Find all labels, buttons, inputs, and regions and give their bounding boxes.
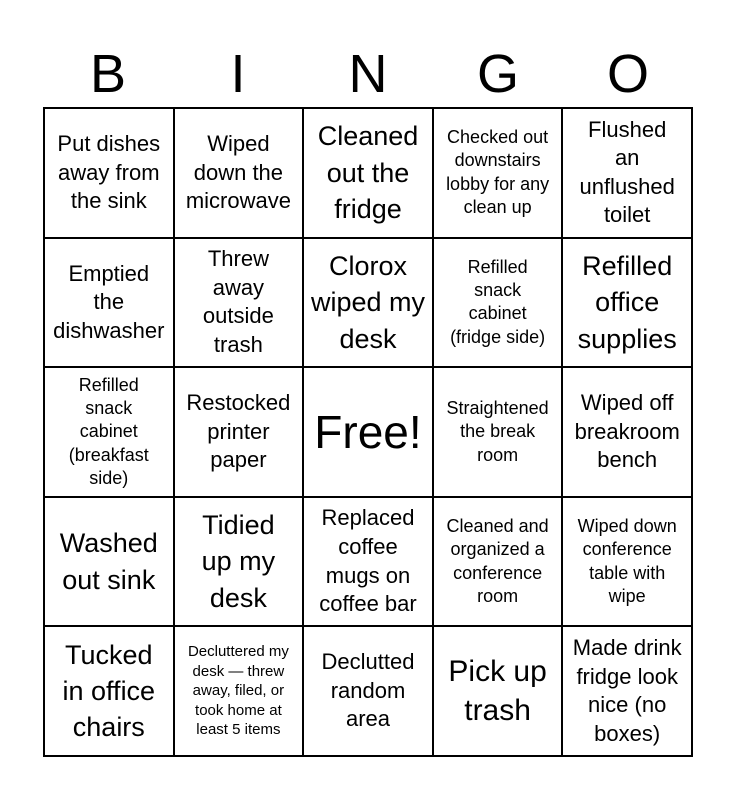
bingo-cell[interactable] — [562, 367, 692, 497]
bingo-cell[interactable] — [433, 108, 563, 238]
cell-text: Restocked printer paper — [186, 390, 291, 473]
cell-text: Cleaned out the fridge — [317, 121, 419, 225]
bingo-board — [43, 107, 693, 757]
bingo-cell[interactable] — [303, 108, 433, 238]
bingo-cell[interactable] — [174, 108, 304, 238]
bingo-cell[interactable] — [174, 497, 304, 627]
cell-text: Refilled office supplies — [577, 250, 677, 354]
cell-text: Replaced coffee mugs on coffee bar — [319, 505, 417, 617]
bingo-cell[interactable] — [562, 497, 692, 627]
cell-text: Tidied up my desk — [201, 509, 276, 613]
cell-text: Wiped down conference table with wipe — [577, 515, 677, 606]
cell-text: Wiped down the microwave — [185, 130, 291, 214]
bingo-cell[interactable] — [562, 108, 692, 238]
bingo-cell[interactable] — [303, 238, 433, 368]
cell-text: Wiped off breakroom bench — [574, 390, 680, 473]
header-letter-n: N — [348, 44, 388, 104]
bingo-cell[interactable] — [44, 108, 174, 238]
bingo-cell[interactable] — [44, 497, 174, 627]
bingo-cell-free[interactable] — [303, 367, 433, 497]
cell-text: Decluttered my desk — threw away, filed, or took home at least 5 items — [187, 643, 289, 739]
cell-text: Made drink fridge look nice (no boxes) — [572, 635, 682, 746]
cell-text: Flushed an unflushed toilet — [579, 116, 675, 228]
header-letter-b: B — [89, 44, 127, 104]
bingo-header — [43, 40, 693, 108]
bingo-cell[interactable] — [433, 626, 563, 756]
cell-text: Washed out sink — [59, 528, 158, 595]
bingo-cell[interactable] — [303, 497, 433, 627]
cell-text: Pick up trash — [448, 655, 547, 728]
cell-text: Put dishes away from the sink — [57, 130, 161, 214]
bingo-cell[interactable] — [44, 367, 174, 497]
bingo-cell[interactable] — [44, 626, 174, 756]
cell-text: Emptied the dishwasher — [53, 260, 165, 343]
header-letter-g: G — [476, 44, 519, 104]
bingo-cell[interactable] — [174, 367, 304, 497]
bingo-cell[interactable] — [303, 626, 433, 756]
bingo-cell[interactable] — [433, 497, 563, 627]
cell-text: Checked out downstairs lobby for any clean up — [446, 127, 550, 218]
bingo-cell[interactable] — [174, 626, 304, 756]
cell-text: Cleaned and organized a conference room — [446, 515, 549, 606]
bingo-cell[interactable] — [44, 238, 174, 368]
cell-text: Free! — [314, 405, 422, 458]
cell-text: Clorox wiped my desk — [310, 250, 426, 354]
cell-text: Refilled snack cabinet (breakfast side) — [68, 374, 149, 489]
bingo-cell[interactable] — [562, 626, 692, 756]
cell-text: Tucked in office chairs — [62, 639, 156, 743]
cell-text: Declutted random area — [321, 649, 415, 732]
header-letter-o: O — [606, 44, 649, 104]
cell-text: Threw away outside trash — [202, 246, 274, 357]
cell-text: Straightened the break room — [446, 397, 549, 465]
bingo-cell[interactable] — [433, 367, 563, 497]
cell-text: Refilled snack cabinet (fridge side) — [450, 256, 546, 347]
bingo-cell[interactable] — [433, 238, 563, 368]
header-letter-i: I — [230, 44, 246, 104]
bingo-cell[interactable] — [562, 238, 692, 368]
bingo-cell[interactable] — [174, 238, 304, 368]
